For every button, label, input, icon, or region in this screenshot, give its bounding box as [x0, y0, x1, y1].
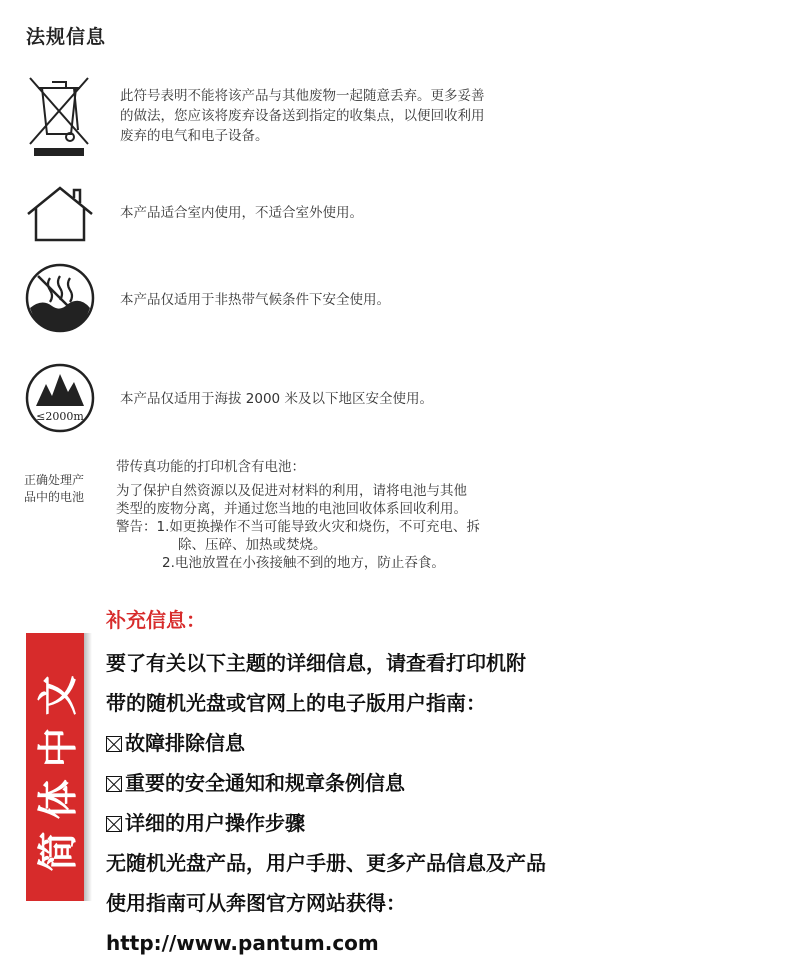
battery-heading: 带传真功能的打印机含有电池：: [116, 459, 305, 475]
altitude-mountain-icon: [24, 362, 96, 438]
battery-warning-1-cont: 除、压碎、加热或焚烧。: [178, 537, 327, 553]
battery-line-1: 为了保护自然资源以及促进对材料的利用，请将电池与其他: [116, 483, 467, 499]
battery-warning-2: 2.电池放置在小孩接触不到的地方，防止吞食。: [162, 555, 445, 571]
supplement-outro-2: 使用指南可从奔图官方网站获得：: [106, 891, 406, 915]
battery-side-label-line-2: 品中的电池: [24, 490, 85, 504]
battery-side-label: [24, 472, 84, 506]
battery-side-label-line-1: 正确处理产: [24, 473, 85, 487]
altitude-description: 本产品仅适用于海拔 2000 米及以下地区安全使用。: [120, 391, 433, 407]
checkbox-icon: [106, 816, 122, 832]
language-tab-shadow: [84, 633, 92, 901]
supplement-item: 故障排除信息: [106, 723, 546, 763]
weee-line-3: 废弃的电气和电子设备。: [120, 128, 269, 144]
house-icon: [24, 184, 96, 248]
battery-line-2: 类型的废物分离，并通过您当地的电池回收体系回收利用。: [116, 501, 467, 517]
supplement-intro-1: 要了有关以下主题的详细信息，请查看打印机附: [106, 651, 526, 675]
supplement-title: 补充信息：: [106, 608, 206, 632]
weee-line-2: 的做法，您应该将废弃设备送到指定的收集点，以便回收利用: [120, 108, 485, 124]
battery-warning-prefix: 警告：: [116, 519, 157, 535]
supplement-outro-1: 无随机光盘产品，用户手册、更多产品信息及产品: [106, 851, 546, 875]
battery-section: [116, 458, 480, 572]
supplement-item: 重要的安全通知和规章条例信息: [106, 763, 546, 803]
indoor-description: 本产品适合室内使用，不适合室外使用。: [120, 205, 363, 221]
language-tab-label: 简体中文: [35, 663, 82, 871]
battery-warning-1: 1.如更换操作不当可能导致火灾和烧伤，不可充电、拆: [156, 519, 480, 535]
language-tab: [26, 633, 84, 901]
supplement-item: 详细的用户操作步骤: [106, 803, 546, 843]
supplement-intro-2: 带的随机光盘或官网上的电子版用户指南：: [106, 691, 486, 715]
climate-description: 本产品仅适用于非热带气候条件下安全使用。: [120, 292, 390, 308]
weee-description: [120, 86, 485, 146]
checkbox-icon: [106, 736, 122, 752]
crossed-out-wheelie-bin-icon: [24, 74, 94, 164]
altitude-limit-label: ≤2000m: [36, 410, 84, 423]
supplement-body: [106, 643, 546, 963]
supplement-url-link[interactable]: http://www.pantum.com: [106, 931, 379, 955]
checkbox-icon: [106, 776, 122, 792]
page-title: 法规信息: [26, 26, 107, 48]
weee-line-1: 此符号表明不能将该产品与其他废物一起随意丢弃。更多妥善: [120, 88, 485, 104]
non-tropical-climate-icon: [24, 262, 96, 338]
